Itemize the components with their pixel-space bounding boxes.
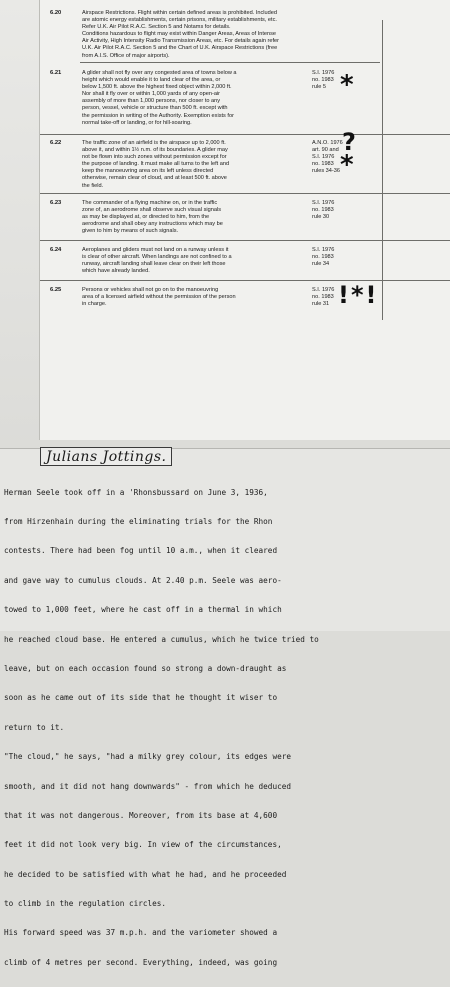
section-number: 6.22 — [50, 140, 62, 146]
text-line: above it, and within 1½ n.m. of its boundaries. A glider may — [82, 147, 228, 154]
julians-jottings-clipping — [0, 448, 450, 967]
ref-line: S.I. 1976 — [312, 247, 335, 253]
section-text — [82, 200, 310, 235]
text-line: below 1,500 ft. above the highest fixed object within 2,000 ft. — [82, 84, 232, 91]
text-line: the permission in writing of the Authority. Exemption exists for — [82, 112, 234, 119]
text-line: U.K. Air Pilot R.A.C. Section 5 and the Chart of U.K. Airspace Restrictions (free — [82, 45, 278, 52]
text-line: Air Activity, High Intensity Radio Transmission Areas, etc. For details again refer — [82, 38, 280, 45]
text-line: area of a licensed airfield without the permission of the person — [82, 294, 236, 301]
typed-line: smooth, and it did not hang downwards" - from which he deduced — [4, 781, 291, 791]
typed-line: climb of 4 metres per second. Everything, indeed, was going — [4, 957, 278, 967]
text-line: not be flown into such zones without permission except for — [82, 154, 227, 161]
text-line: from A.I.S. Office of major airports). — [82, 52, 170, 59]
ref-line: S.I. 1976 — [312, 154, 335, 161]
ref-line: no. 1983 — [312, 77, 334, 84]
text-line: Airspace Restrictions. Flight within certain defined areas is prohibited. Included — [82, 10, 277, 16]
text-line: normal take-off or landing, or for hill-soaring. — [82, 119, 192, 126]
ref-line: rule 31 — [312, 301, 330, 308]
ref-line: no. 1983 — [312, 254, 334, 261]
divider — [80, 62, 380, 63]
text-line: runway, aircraft landing shall leave clear on their left those — [82, 261, 226, 268]
section-text — [82, 10, 382, 60]
text-line: Persons or vehicles shall not go on to the manoeuvring — [82, 287, 219, 293]
asterisk-mark: * — [340, 70, 354, 100]
ref-line: rule 34 — [312, 261, 330, 268]
margin-rule — [382, 20, 383, 320]
ref-line: no. 1983 — [312, 207, 334, 214]
ref-line: A.N.O. 1976 — [312, 140, 343, 146]
legal-reference — [312, 247, 356, 268]
divider — [40, 193, 450, 194]
asterisk-mark: * — [340, 150, 354, 180]
question-mark: ? — [342, 128, 356, 156]
exclamation-asterisk-mark: !*! — [338, 281, 379, 309]
divider — [40, 240, 450, 241]
text-line: height which would enable it to land clear of the area, or — [82, 77, 221, 84]
ref-line: no. 1983 — [312, 161, 334, 168]
text-line: given to him by means of such signals. — [82, 228, 179, 235]
text-line: are atomic energy establishments, certain prisons, military establishments, etc. — [82, 17, 277, 24]
text-line: person, vessel, vehicle or structure than 500 ft. except with — [82, 105, 228, 112]
section-text — [82, 140, 310, 190]
typed-line: and gave way to cumulus clouds. At 2.40 p.m. Seele was aero- — [4, 575, 282, 585]
typed-line: feet it did not look very big. In view of the circumstances, — [4, 840, 282, 850]
section-number: 6.23 — [50, 200, 62, 206]
divider — [40, 134, 450, 135]
divider — [40, 280, 450, 281]
text-line: The commander of a flying machine on, or in the traffic — [82, 200, 218, 206]
text-line: assembly of more than 1,000 persons, nor closer to any — [82, 98, 221, 105]
jottings-title: Julians Jottings. — [40, 447, 172, 466]
text-line: Nor shall it fly over or within 1,000 yards of any open-air — [82, 91, 221, 98]
text-line: A glider shall not fly over any congested area of towns below a — [82, 70, 237, 76]
ref-line: rule 5 — [312, 84, 326, 91]
typed-line: to climb in the regulation circles. — [4, 899, 166, 909]
typed-line: Herman Seele took off in a 'Rhonsbussard on June 3, 1936, — [4, 487, 268, 497]
ref-line: rules 34-36 — [312, 168, 340, 175]
ref-line: S.I. 1976 — [312, 70, 335, 76]
text-line: Conditions hazardous to flight may exist within Danger Areas, Areas of Intense — [82, 31, 277, 38]
text-line: otherwise, remain clear of cloud, and at least 500 ft. above — [82, 175, 227, 182]
text-line: the field. — [82, 182, 104, 189]
typed-line: leave, but on each occasion found so strong a down-draught as — [4, 663, 287, 673]
section-text — [82, 287, 310, 308]
text-line: the purpose of landing. It must make all turns to the left and — [82, 161, 230, 168]
section-number: 6.20 — [50, 10, 62, 16]
typed-line: from Hirzenhain during the eliminating trials for the Rhon — [4, 516, 273, 526]
regulations-page — [40, 0, 450, 440]
text-line: zone of, an aerodrome shall observe such visual signals — [82, 207, 221, 214]
section-text — [82, 70, 310, 127]
ref-line: S.I. 1976 — [312, 287, 335, 293]
text-line: as may be displayed at, or directed to him, from the — [82, 214, 210, 221]
section-text — [82, 247, 310, 275]
typed-line: he reached cloud base. He entered a cumulus, which he twice tried to — [4, 634, 319, 644]
typed-line: towed to 1,000 feet, where he cast off in a thermal in which — [4, 605, 282, 615]
section-number: 6.21 — [50, 70, 62, 76]
legal-reference — [312, 200, 356, 221]
ref-line: art. 90 and — [312, 147, 339, 154]
ref-line: rule 30 — [312, 214, 330, 221]
text-line: aerodrome and shall obey any instructions which may be — [82, 221, 223, 228]
jottings-body — [4, 468, 444, 987]
text-line: Aeroplanes and gliders must not land on a runway unless it — [82, 247, 229, 253]
typed-line: he decided to be satisfied with what he had, and he proceeded — [4, 869, 287, 879]
text-line: The traffic zone of an airfield is the airspace up to 2,000 ft. — [82, 140, 226, 146]
typed-line: contests. There had been fog until 10 a.m., when it cleared — [4, 546, 278, 556]
text-line: is clear of other aircraft. When landings are not confined to a — [82, 254, 232, 261]
ref-line: S.I. 1976 — [312, 200, 335, 206]
section-number: 6.25 — [50, 287, 62, 293]
text-line: keep the manoeuvring area on its left unless directed — [82, 168, 214, 175]
text-line: Refer U.K. Air Pilot R.A.C. Section 5 and Notams for details. — [82, 24, 231, 31]
typed-line: "The cloud," he says, "had a milky grey colour, its edges were — [4, 752, 291, 762]
typed-line: that it was not dangerous. Moreover, from its base at 4,600 — [4, 810, 278, 820]
typed-line: return to it. — [4, 722, 65, 732]
typed-line: soon as he came out of its side that he thought it wiser to — [4, 693, 278, 703]
typed-line: His forward speed was 37 m.p.h. and the variometer showed a — [4, 928, 278, 938]
text-line: which have already landed. — [82, 268, 150, 275]
section-number: 6.24 — [50, 247, 62, 253]
ref-line: no. 1983 — [312, 294, 334, 301]
text-line: in charge. — [82, 301, 107, 308]
